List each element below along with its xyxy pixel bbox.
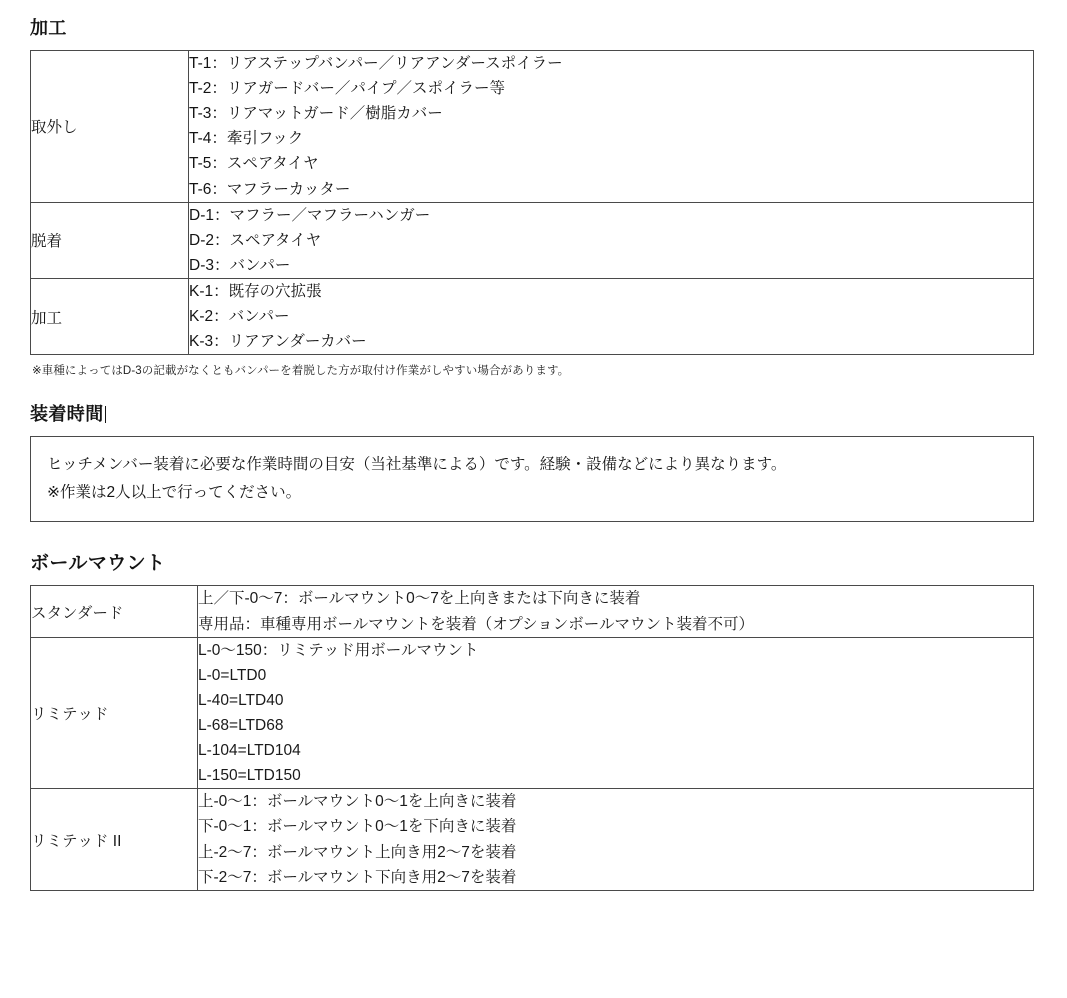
row-label-standard: スタンダード [31,586,198,637]
list-item: L-0=LTD0 [198,666,267,684]
processing-footnote: ※車種によってはD-3の記載がなくともバンパーを着脱した方が取付け作業がしやすい場合があります。 [32,365,570,378]
processing-section-title: 加工 [30,18,67,38]
list-item: T-2：リアガードバー／パイプ／スポイラー等 [189,80,505,98]
list-item: T-5：スペアタイヤ [189,155,319,173]
install-time-note: ※作業は2人以上で行ってください。 [47,483,302,501]
list-item: 上／下-0〜7：ボールマウント0〜7を上向きまたは下向きに装着 [198,590,641,608]
row-body-removal [189,51,1034,203]
row-label-limited-two: リミテッド II [31,789,198,890]
table-row [31,637,1034,789]
list-item: D-2：スペアタイヤ [189,231,322,249]
table-row [31,51,1034,203]
list-item: 専用品：車種専用ボールマウントを装着（オプションボールマウント装着不可） [198,615,754,633]
row-body-machining [189,278,1034,354]
list-item: L-150=LTD150 [198,767,301,785]
row-body-limited [198,637,1034,789]
list-item: 上-0〜1：ボールマウント0〜1を上向きに装着 [198,793,517,811]
list-item: T-3：リアマットガード／樹脂カバー [189,105,443,123]
table-row [31,789,1034,890]
ball-mount-table [30,585,1034,890]
list-item: L-104=LTD104 [198,742,301,760]
list-item: K-2：バンパー [189,308,290,326]
row-body-standard [198,586,1034,637]
list-item: K-1：既存の穴拡張 [189,282,322,300]
install-time-title-text: 装着時間 [30,404,104,425]
text-cursor [105,406,106,423]
row-body-limited-two [198,789,1034,890]
list-item: T-1：リアステップバンパー／リアアンダースポイラー [189,55,563,72]
list-item: 下-2〜7：ボールマウント下向き用2〜7を装着 [198,868,517,886]
row-label-detach: 脱着 [31,202,189,278]
row-body-detach [189,202,1034,278]
list-item: K-3：リアアンダーカバー [189,333,367,351]
list-item: L-40=LTD40 [198,691,284,709]
row-label-removal: 取外し [31,51,189,203]
processing-table [30,50,1034,355]
table-row [31,586,1034,637]
list-item: 上-2〜7：ボールマウント上向き用2〜7を装着 [198,843,517,861]
list-item: T-4：牽引フック [189,130,304,148]
list-item: L-68=LTD68 [198,717,284,735]
install-time-line: ヒッチメンバー装着に必要な作業時間の目安（当社基準による）です。経験・設備などにより異なります。 [47,456,787,474]
ball-mount-section-title: ボールマウント [30,553,166,575]
row-label-machining: 加工 [31,278,189,354]
list-item: D-1：マフラー／マフラーハンガー [189,206,431,224]
install-time-section-title [30,400,1037,426]
table-row [31,202,1034,278]
row-label-limited: リミテッド [31,637,198,789]
list-item: L-0〜150：リミテッド用ボールマウント [198,641,479,659]
list-item: D-3：バンパー [189,256,291,274]
list-item: T-6：マフラーカッター [189,180,351,198]
table-row [31,278,1034,354]
install-time-box [30,436,1034,522]
list-item: 下-0〜1：ボールマウント0〜1を下向きに装着 [198,818,517,836]
